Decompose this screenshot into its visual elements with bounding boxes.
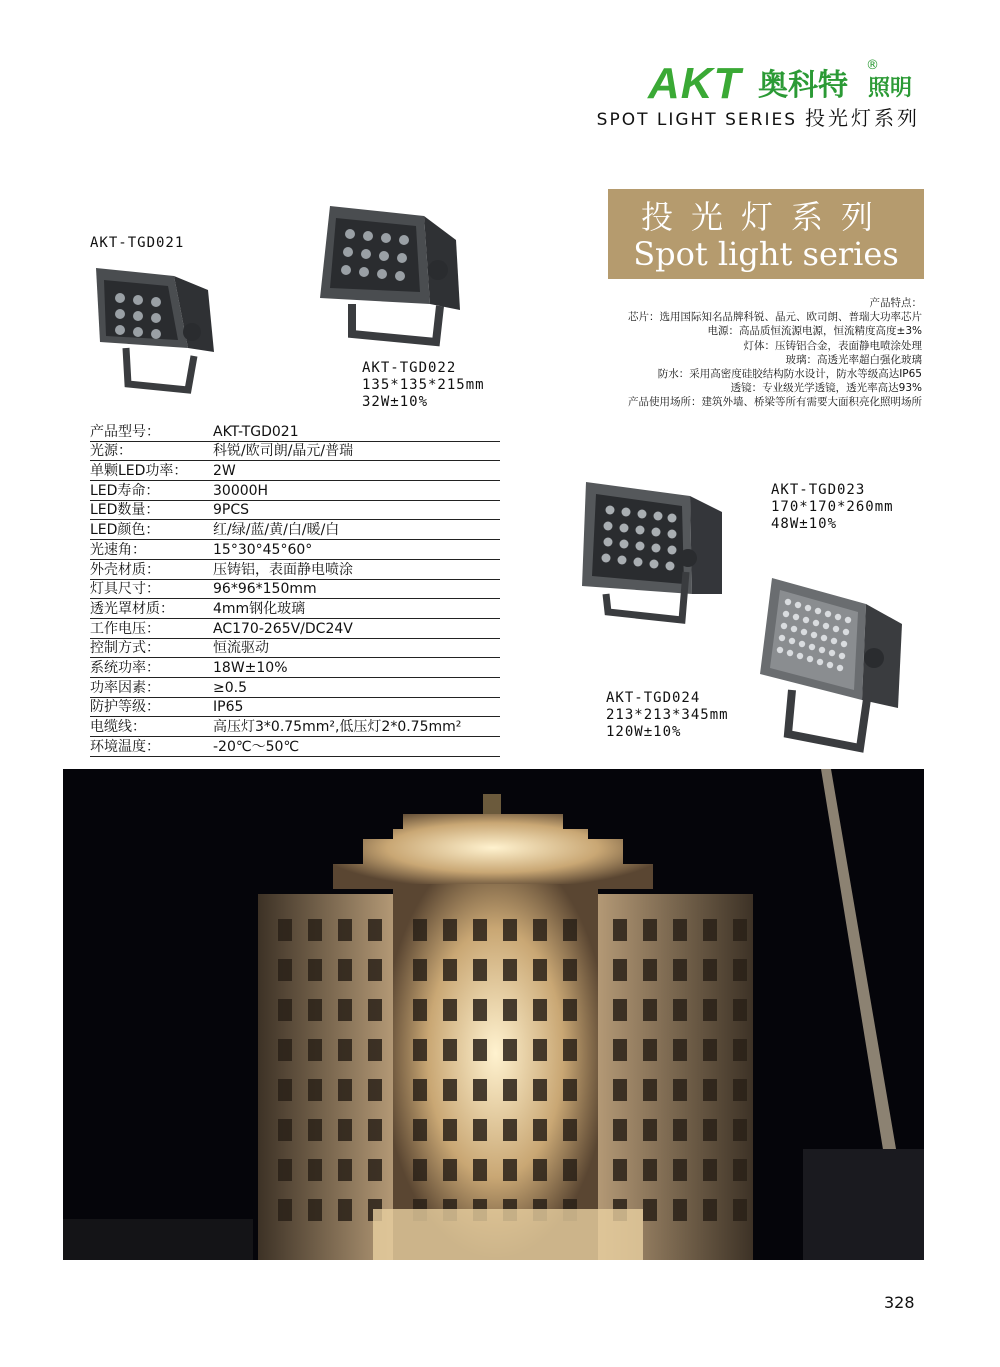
product-power: 48W±10% xyxy=(771,516,838,532)
spec-row: LED数量： 9PCS xyxy=(90,501,500,521)
product-image-tgd024 xyxy=(758,574,908,754)
spec-row: 环境温度： -20℃～50℃ xyxy=(90,737,500,757)
feature-line: 芯片：选用国际知名品牌科锐、晶元、欧司朗、普瑞大功率芯片 xyxy=(628,311,922,324)
product-image-tgd023 xyxy=(578,476,728,626)
product-power: 32W±10% xyxy=(362,394,429,410)
product-size: 170*170*260mm xyxy=(771,499,894,515)
feature-line: 产品使用场所：建筑外墙、桥梁等所有需要大面积亮化照明场所 xyxy=(628,396,922,409)
spec-row: 功率因素： ≥0.5 xyxy=(90,678,500,698)
spec-row: 透光罩材质： 4mm钢化玻璃 xyxy=(90,599,500,619)
feature-line: 玻璃：高透光率超白强化玻璃 xyxy=(785,353,922,366)
spec-row: LED寿命： 30000H xyxy=(90,481,500,501)
banner-title-en: Spot light series xyxy=(633,235,899,273)
series-cn: 投光灯系列 xyxy=(805,106,920,130)
feature-line: 透镜：专业级光学透镜，透光率高达93% xyxy=(730,382,922,395)
spec-row: 光源： 科锐/欧司朗/晶元/普瑞 xyxy=(90,442,500,462)
product-size: 213*213*345mm xyxy=(606,707,729,723)
feature-list xyxy=(628,296,922,410)
product-model: AKT-TGD024 xyxy=(606,690,701,706)
product-image-tgd021 xyxy=(88,260,220,398)
product-model: AKT-TGD023 xyxy=(771,482,866,498)
spec-row: 外壳材质： 压铸铝，表面静电喷涂 xyxy=(90,560,500,580)
brand-name: 奥科特 xyxy=(758,68,848,103)
brand-name-suffix: 照明 xyxy=(868,76,913,101)
product-size: 135*135*215mm xyxy=(362,377,485,393)
feature-line: 防水：采用高密度硅胶结构防水设计，防水等级高达IP65 xyxy=(657,368,922,381)
registered-mark: ® xyxy=(866,58,879,73)
building-illustration xyxy=(63,769,924,1260)
feature-line: 灯体：压铸铝合金，表面静电喷涂处理 xyxy=(743,339,922,352)
header-series xyxy=(597,106,920,132)
spec-row: 防护等级： IP65 xyxy=(90,698,500,718)
product-image-tgd022 xyxy=(316,200,466,352)
brand-logo: AKT xyxy=(648,59,742,108)
spec-table xyxy=(90,422,500,757)
banner-title-cn: 投光灯系列 xyxy=(640,198,891,236)
spec-row: 灯具尺寸： 96*96*150mm xyxy=(90,580,500,600)
spec-row: 单颗LED功率： 2W xyxy=(90,461,500,481)
spec-row: 电缆线： 高压灯3*0.75mm²,低压灯2*0.75mm² xyxy=(90,717,500,737)
building-night-photo xyxy=(63,769,924,1260)
spec-row: LED颜色： 红/绿/蓝/黄/白/暖/白 xyxy=(90,520,500,540)
spec-row: 光速角： 15°30°45°60° xyxy=(90,540,500,560)
series-en: SPOT LIGHT SERIES xyxy=(596,110,797,130)
spec-row: 控制方式： 恒流驱动 xyxy=(90,639,500,659)
spec-row: 系统功率： 18W±10% xyxy=(90,658,500,678)
page-number: 328 xyxy=(884,1293,915,1312)
feature-line: 电源：高品质恒流源电源，恒流精度高度±3% xyxy=(707,325,922,338)
feature-heading: 产品特点： xyxy=(869,297,922,309)
product-power: 120W±10% xyxy=(606,724,682,740)
title-banner xyxy=(608,189,924,279)
product-model: AKT-TGD021 xyxy=(90,235,185,251)
spec-row: 工作电压： AC170-265V/DC24V xyxy=(90,619,500,639)
spec-row: 产品型号： AKT-TGD021 xyxy=(90,422,500,442)
product-model: AKT-TGD022 xyxy=(362,360,457,376)
